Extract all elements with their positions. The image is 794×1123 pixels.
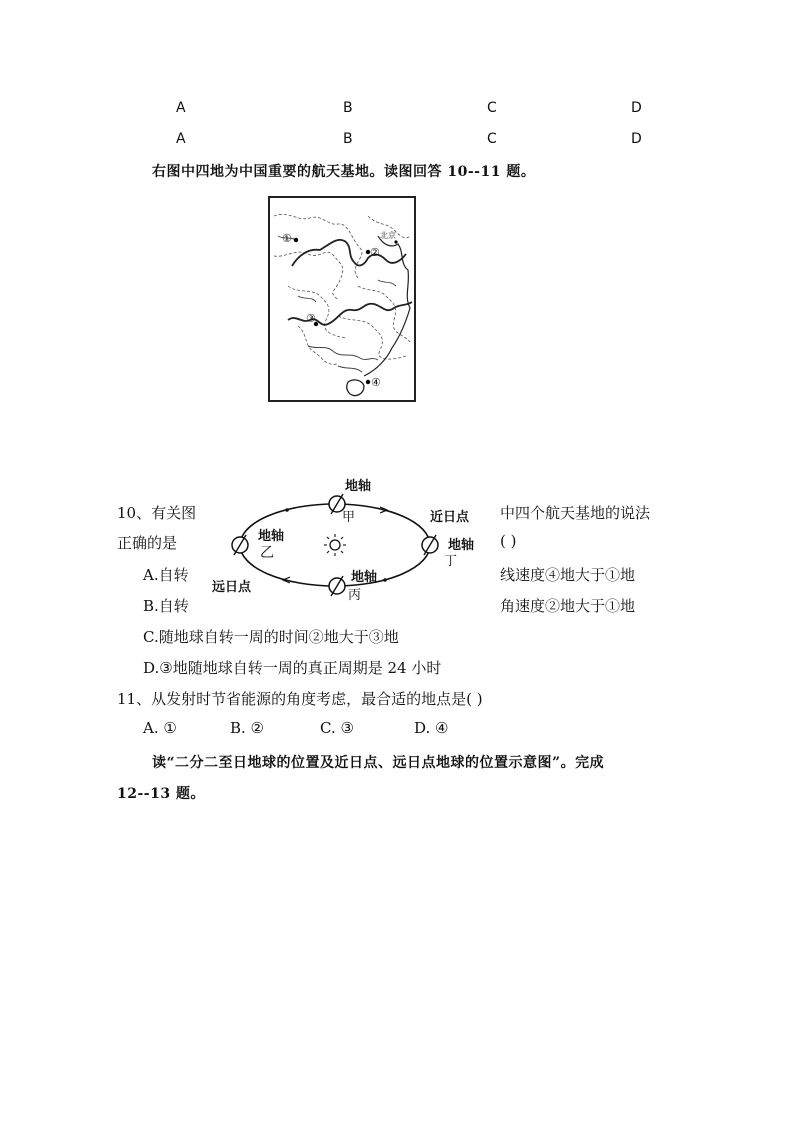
q10-option-d: D.③地随地球自转一周的真正周期是 24 小时 xyxy=(143,659,442,677)
axis-label-jia: 地轴 xyxy=(345,479,372,494)
intro-10-11: 右图中四地为中国重要的航天基地。读图回答 10--11 题。 xyxy=(152,164,536,180)
sun-icon xyxy=(324,534,346,556)
earth-label-yi: 乙 xyxy=(260,545,274,561)
q11-option-b: B. ② xyxy=(230,719,265,737)
axis-label-yi: 地轴 xyxy=(258,529,285,544)
q11-option-a: A. ① xyxy=(143,719,177,737)
q10-stem-left-2: 正确的是 xyxy=(117,534,178,552)
q11-stem: 11、从发射时节省能源的角度考虑，最合适的地点是( ) xyxy=(117,690,483,708)
q11-option-d: D. ④ xyxy=(414,719,449,737)
option-b: B xyxy=(343,131,353,147)
china-map-drawing xyxy=(268,196,416,402)
q10-stem-right-2: ( ) xyxy=(500,532,517,550)
option-c: C xyxy=(487,100,497,116)
option-b: B xyxy=(343,100,353,116)
option-c: C xyxy=(487,131,497,147)
q11-option-c: C. ③ xyxy=(320,719,354,737)
china-map-figure xyxy=(268,196,416,402)
intro-12-13-line1: 读“二分二至日地球的位置及近日点、远日点地球的位置示意图”。完成 xyxy=(152,755,605,771)
map-marker-3: ③ xyxy=(306,312,316,325)
q10-stem-right-1: 中四个航天基地的说法 xyxy=(500,504,651,522)
q10-option-b-right: 角速度②地大于①地 xyxy=(500,597,636,615)
q10-option-c: C.随地球自转一周的时间②地大于③地 xyxy=(143,628,399,646)
earth-label-ding: 丁 xyxy=(444,554,458,569)
earth-orbit-diagram xyxy=(208,470,498,606)
axis-label-bing: 地轴 xyxy=(351,570,378,585)
earth-label-jia: 甲 xyxy=(342,510,356,525)
intro-12-13-line2: 12--13 题。 xyxy=(117,786,205,802)
earth-label-bing: 丙 xyxy=(348,588,362,603)
option-a: A xyxy=(176,100,186,116)
map-marker-4: ④ xyxy=(371,376,381,389)
map-marker-2: ② xyxy=(370,246,380,259)
q10-option-a-right: 线速度④地大于①地 xyxy=(500,566,636,584)
map-label-beijing: 北京 xyxy=(380,231,396,240)
map-marker-1: ① xyxy=(282,232,292,245)
aphelion-label: 远日点 xyxy=(212,580,252,595)
option-d: D xyxy=(631,100,642,116)
option-d: D xyxy=(631,131,642,147)
q10-option-a-left: A.自转 xyxy=(143,566,189,584)
perihelion-label: 近日点 xyxy=(430,510,470,525)
axis-label-ding: 地轴 xyxy=(448,538,475,553)
option-a: A xyxy=(176,131,186,147)
q10-option-b-left: B.自转 xyxy=(143,597,189,615)
q10-stem-left-1: 10、有关图 xyxy=(117,504,197,522)
